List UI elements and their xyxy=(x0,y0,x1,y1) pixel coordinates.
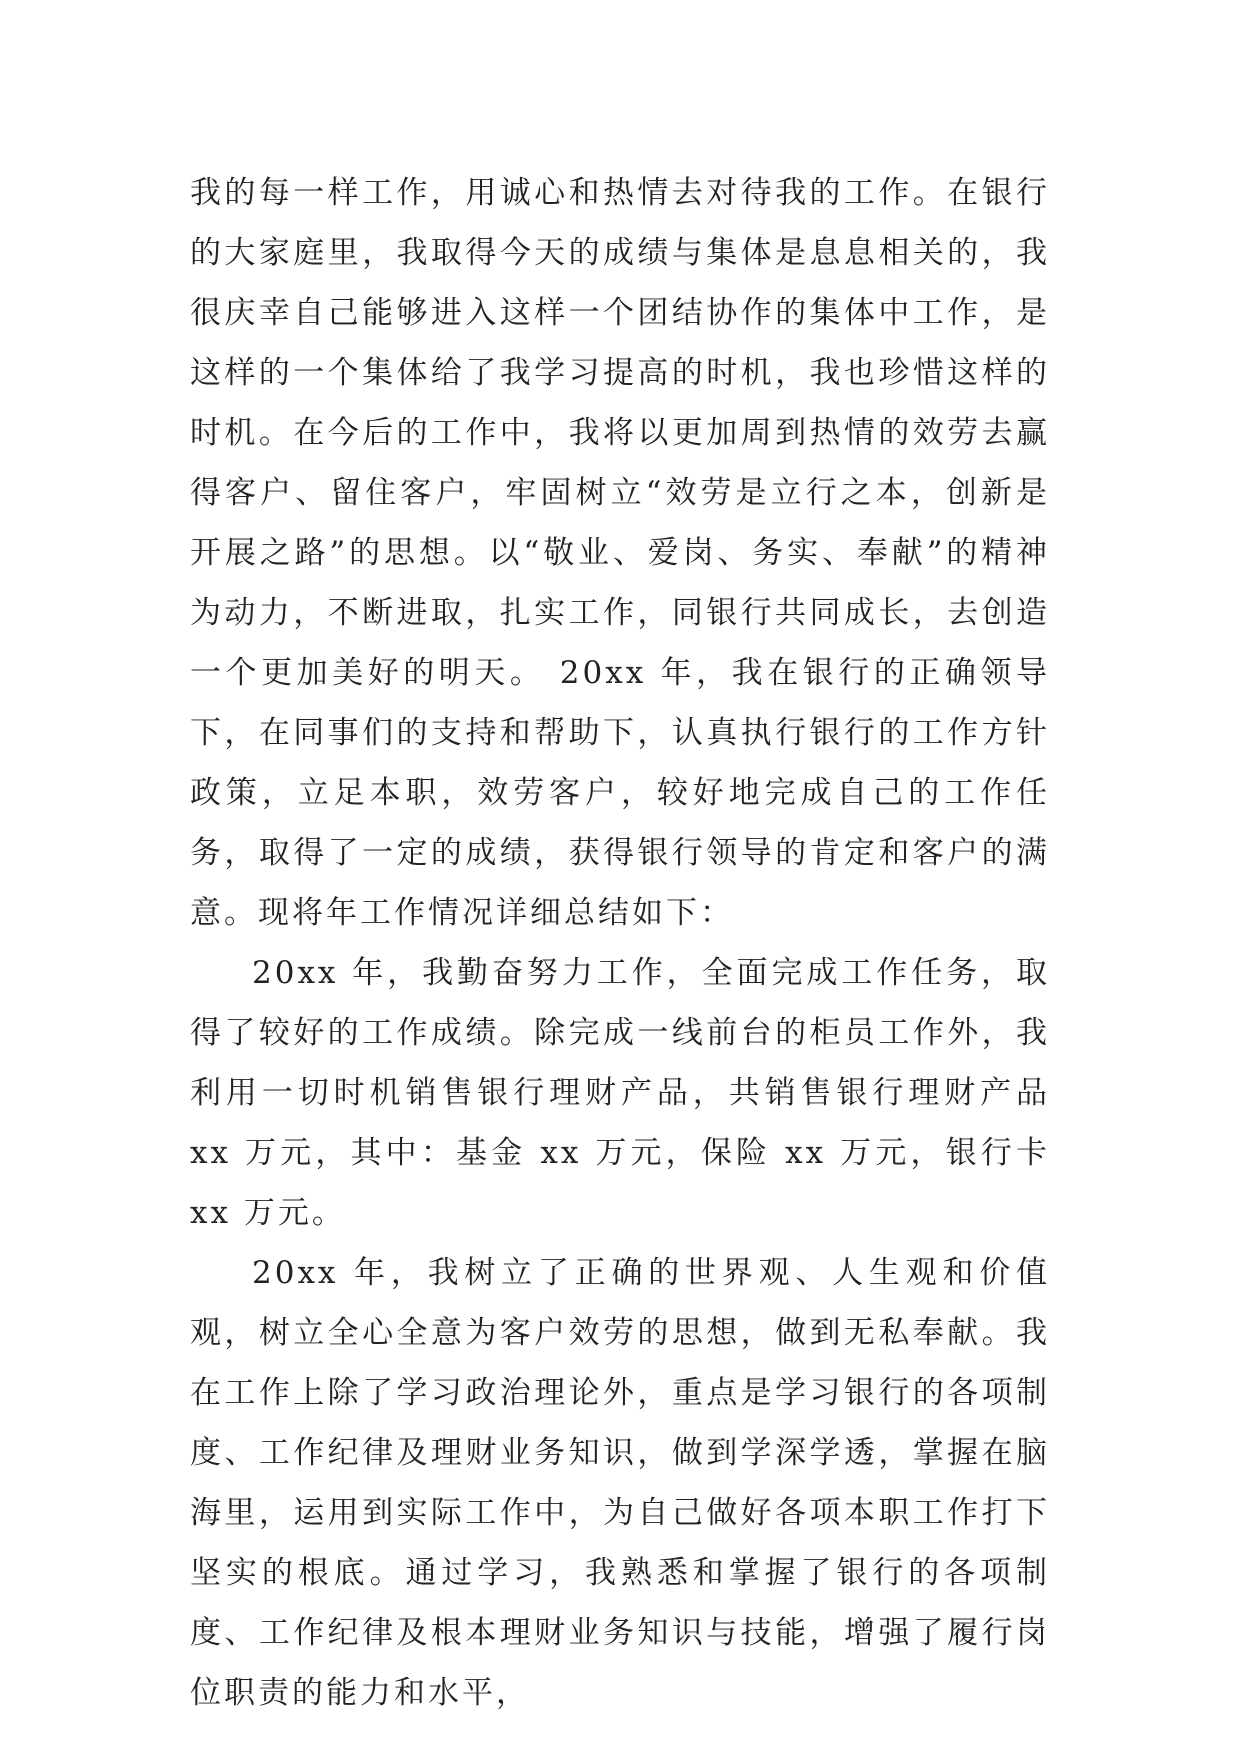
body-text xyxy=(190,163,1050,1723)
paragraph-continuation: 我的每一样工作，用诚心和热情去对待我的工作。在银行的大家庭里，我取得今天的成绩与集体是息息相关的，我很庆幸自己能够进入这样一个团结协作的集体中工作，是这样的一个集体给了我学习提高的时机，我也珍惜这样的时机。在今后的工作中，我将以更加周到热情的效劳去赢得客户、留住客户，牢固树立“效劳是立行之本，创新是开展之路”的思想。以“敬业、爱岗、务实、奉献”的精神为动力，不断进取，扎实工作，同银行共同成长，去创造一个更加美好的明天。 20xx 年，我在银行的正确领导下，在同事们的支持和帮助下，认真执行银行的工作方针政策，立足本职，效劳客户，较好地完成自己的工作任务，取得了一定的成绩，获得银行领导的肯定和客户的满意。现将年工作情况详细总结如下： xyxy=(190,175,1050,931)
paragraph-sales-summary: 20xx 年，我勤奋努力工作，全面完成工作任务，取得了较好的工作成绩。除完成一线前台的柜员工作外，我利用一切时机销售银行理财产品，共销售银行理财产品 xx 万元，其中：基金 xx 万元，保险 xx 万元，银行卡 xx 万元。 xyxy=(190,955,1050,1231)
paragraph-study-summary: 20xx 年，我树立了正确的世界观、人生观和价值观，树立全心全意为客户效劳的思想，做到无私奉献。我在工作上除了学习政治理论外，重点是学习银行的各项制度、工作纪律及理财业务知识，做到学深学透，掌握在脑海里，运用到实际工作中，为自己做好各项本职工作打下坚实的根底。通过学习，我熟悉和掌握了银行的各项制度、工作纪律及根本理财业务知识与技能，增强了履行岗位职责的能力和水平， xyxy=(190,1255,1050,1711)
